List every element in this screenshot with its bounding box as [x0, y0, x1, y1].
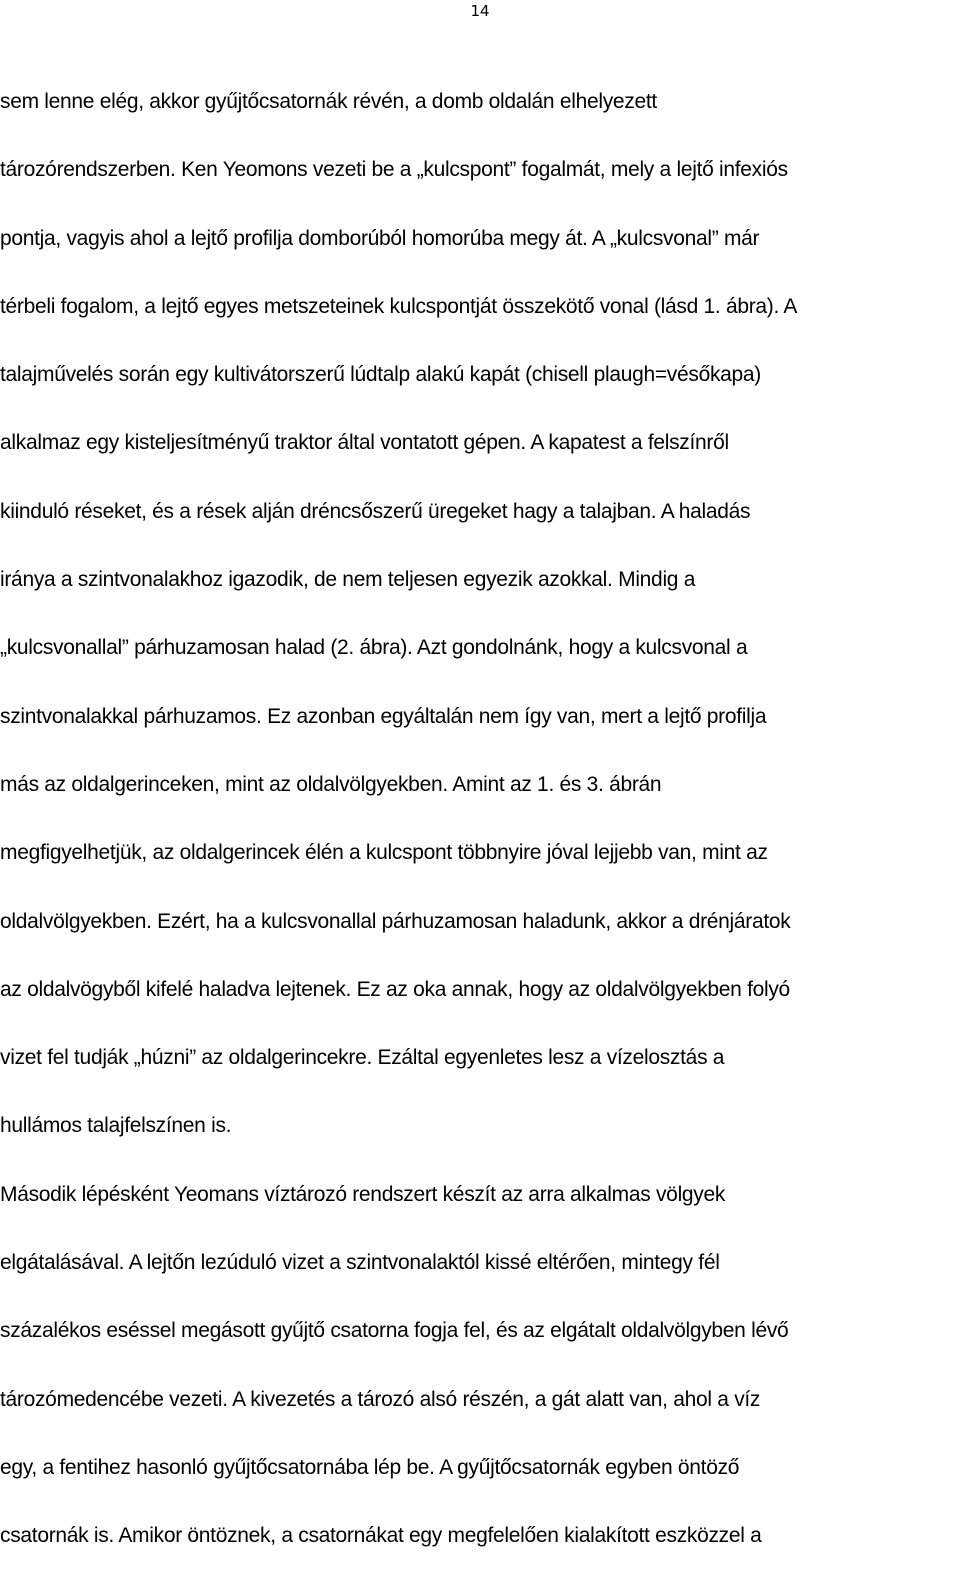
text-line: pontja, vagyis ahol a lejtő profilja domborúból homorúba megy át. A „kulcsvonal” már	[0, 226, 760, 250]
page-number: 14	[470, 2, 490, 20]
text-line: iránya a szintvonalakhoz igazodik, de nem teljesen egyezik azokkal. Mindig a	[0, 568, 696, 592]
text-line: kiinduló réseket, és a rések alján dréncsőszerű üregeket hagy a talajban. A haladás	[0, 499, 751, 523]
text-line: Második lépésként Yeomans víztározó rendszert készít az arra alkalmas völgyek	[0, 1182, 726, 1206]
text-line: megfigyelhetjük, az oldalgerincek élén a kulcspont többnyire jóval lejjebb van, mint az	[0, 841, 768, 865]
text-line: sem lenne elég, akkor gyűjtőcsatornák révén, a domb oldalán elhelyezett	[0, 90, 657, 113]
text-line: alkalmaz egy kisteljesítményű traktor által vontatott gépen. A kapatest a felszínről	[0, 431, 729, 455]
text-line: hullámos talajfelszínen is.	[0, 1114, 232, 1138]
text-line: térbeli fogalom, a lejtő egyes metszeteinek kulcspontját összekötő vonal (lásd 1. ábra). A	[0, 294, 798, 318]
text-line: más az oldalgerinceken, mint az oldalvölgyekben. Amint az 1. és 3. ábrán	[0, 772, 662, 796]
text-line: „kulcsvonallal” párhuzamosan halad (2. ábra). Azt gondolnánk, hogy a kulcsvonal a	[0, 636, 748, 660]
text-line: oldalvölgyekben. Ezért, ha a kulcsvonallal párhuzamosan haladunk, akkor a drénjáratok	[0, 909, 791, 933]
text-line: talajművelés során egy kultivátorszerű lúdtalp alakú kapát (chisell plaugh=vésőkapa)	[0, 363, 761, 387]
text-line: csatornák is. Amikor öntöznek, a csatornákat egy megfelelően kialakított eszközzel a	[0, 1524, 762, 1548]
text-line: egy, a fentihez hasonló gyűjtőcsatornába lép be. A gyűjtőcsatornák egyben öntöző	[0, 1455, 740, 1479]
text-line: tározómedencébe vezeti. A kivezetés a tározó alsó részén, a gát alatt van, ahol a víz	[0, 1387, 761, 1411]
text-line: százalékos eséssel megásott gyűjtő csatorna fogja fel, és az elgátalt oldalvölgyben lévő	[0, 1319, 789, 1343]
text-line: szintvonalakkal párhuzamos. Ez azonban egyáltalán nem így van, mert a lejtő profilja	[0, 704, 767, 728]
text-line: vizet fel tudják „húzni” az oldalgerincekre. Ezáltal egyenletes lesz a vízelosztás a	[0, 1046, 725, 1070]
text-line: elgátalásával. A lejtőn lezúduló vizet a szintvonalaktól kissé eltérően, mintegy fél	[0, 1251, 720, 1275]
text-line: az oldalvögyből kifelé haladva lejtenek. Ez az oka annak, hogy az oldalvölgyekben folyó	[0, 977, 790, 1001]
body-text	[0, 68, 960, 1571]
text-line: tározórendszerben. Ken Yeomons vezeti be a „kulcspont” fogalmát, mely a lejtő infexiós	[0, 158, 788, 182]
